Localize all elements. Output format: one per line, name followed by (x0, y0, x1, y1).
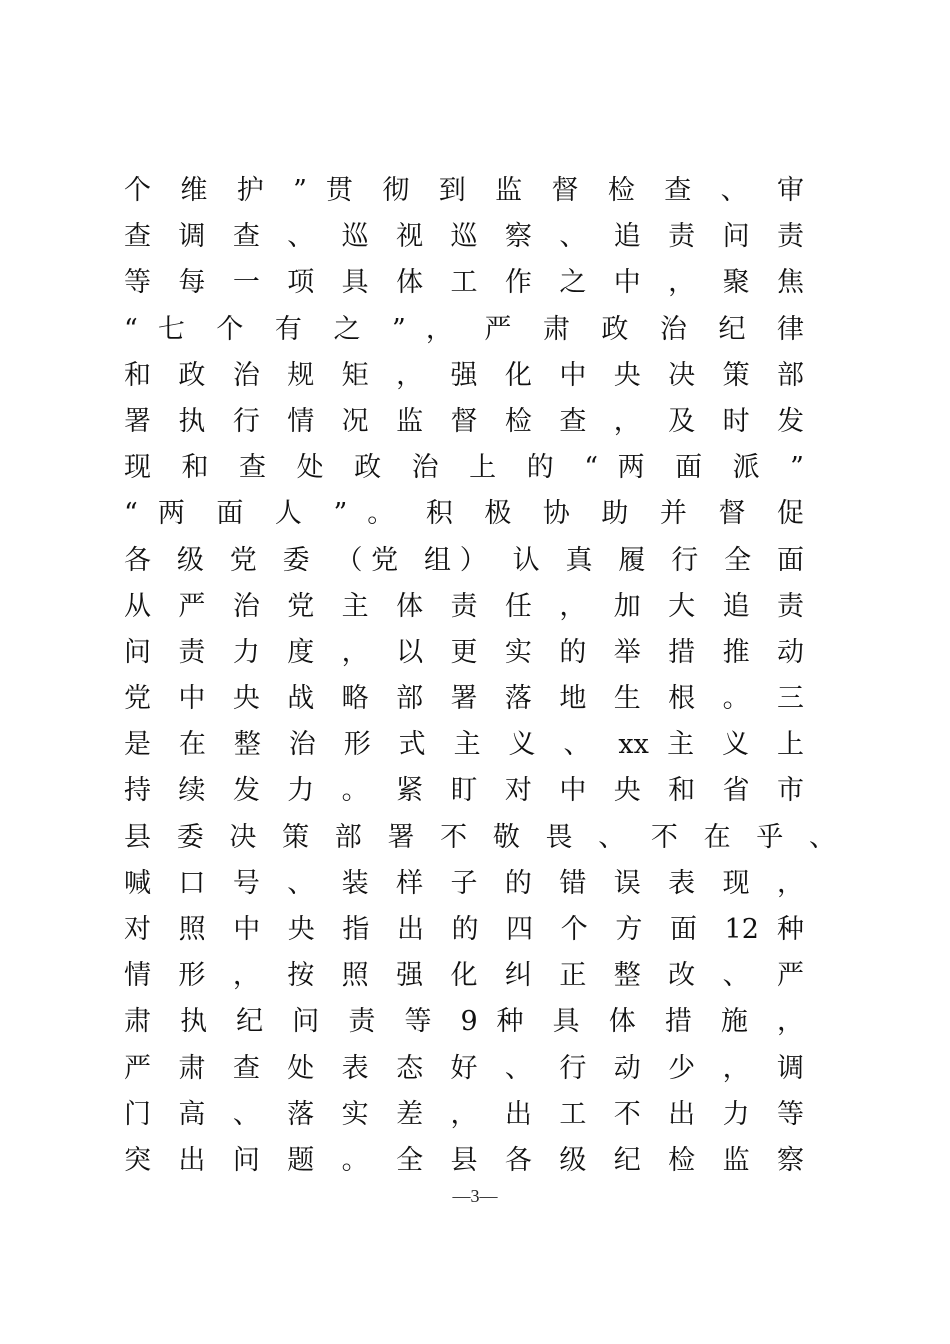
text-line: 查 调 查 、 巡 视 巡 察 、 追 责 问 责 (124, 221, 804, 253)
text-line: 肃 执 纪 问 责 等 9 种 具 体 措 施 ， (124, 1006, 804, 1038)
text-line: 喊 口 号 、 装 样 子 的 错 误 表 现 ， (124, 867, 804, 899)
text-line: 党 中 央 战 略 部 署 落 地 生 根 。 三 (124, 683, 804, 715)
text-line: 突 出 问 题 。 全 县 各 级 纪 检 监 察 (124, 1144, 804, 1176)
text-line: “ 七 个 有 之 ” ， 严 肃 政 治 纪 律 (124, 313, 804, 345)
text-line: 现 和 查 处 政 治 上 的 “ 两 面 派 ” (124, 452, 804, 484)
text-line: 问 责 力 度 ， 以 更 实 的 举 措 推 动 (124, 636, 804, 668)
text-line: “ 两 面 人 ” 。 积 极 协 助 并 督 促 (124, 498, 804, 530)
text-line: 等 每 一 项 具 体 工 作 之 中 ， 聚 焦 (124, 267, 804, 299)
text-line: 是 在 整 治 形 式 主 义 、 xx 主 义 上 (124, 729, 804, 761)
text-line: 县 委 决 策 部 署 不 敬 畏 、 不 在 乎 、 (124, 821, 836, 853)
text-line: 署 执 行 情 况 监 督 检 查 ， 及 时 发 (124, 405, 804, 437)
text-line: 情 形 ， 按 照 强 化 纠 正 整 改 、 严 (124, 960, 804, 992)
text-line: 各 级 党 委 （党 组） 认 真 履 行 全 面 (124, 544, 804, 576)
body-text (124, 168, 836, 1184)
page-number: —3— (452, 1186, 498, 1206)
text-line: 从 严 治 党 主 体 责 任 ， 加 大 追 责 (124, 590, 804, 622)
text-line: 门 高 、 落 实 差 ， 出 工 不 出 力 等 (124, 1098, 804, 1130)
text-line: 个 维 护 ” 贯 彻 到 监 督 检 查 、 审 (124, 175, 804, 206)
text-line: 和 政 治 规 矩 ， 强 化 中 央 决 策 部 (124, 359, 804, 391)
text-line: 对 照 中 央 指 出 的 四 个 方 面 12 种 (124, 914, 804, 945)
text-line: 持 续 发 力 。 紧 盯 对 中 央 和 省 市 (124, 775, 804, 807)
text-line: 严 肃 查 处 表 态 好 、 行 动 少 ， 调 (124, 1052, 804, 1084)
